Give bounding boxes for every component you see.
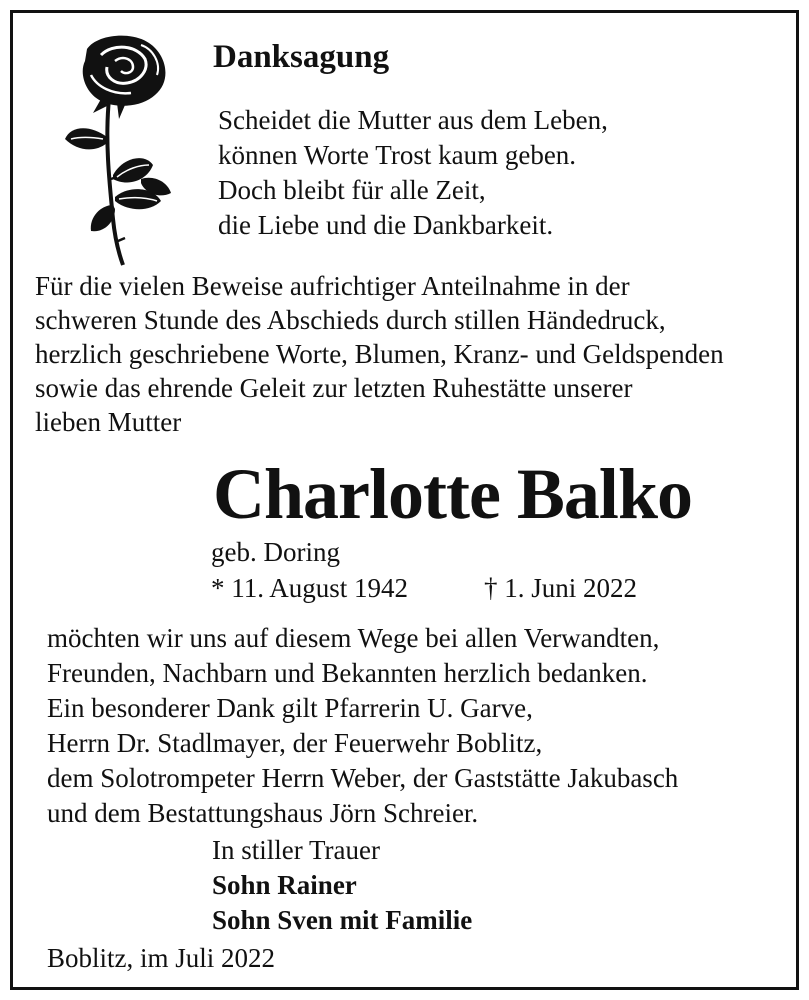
thanks-paragraph (47, 621, 678, 831)
signatory: Sohn Rainer (212, 870, 357, 900)
death-date: † 1. Juni 2022 (484, 573, 638, 603)
poem-line: Scheidet die Mutter aus dem Leben, (218, 105, 608, 135)
heading-danksagung: Danksagung (213, 39, 390, 75)
deceased-name: Charlotte Balko (213, 454, 692, 534)
intro-paragraph (35, 269, 724, 439)
intro-line: Für die vielen Beweise aufrichtiger Anteilnahme in der (35, 271, 630, 301)
thanks-line: Herrn Dr. Stadlmayer, der Feuerwehr Boblitz, (47, 728, 543, 758)
intro-line: lieben Mutter (35, 407, 182, 437)
thanks-line: dem Solotrompeter Herrn Weber, der Gaststätte Jakubasch (47, 763, 679, 793)
poem (218, 103, 608, 243)
signatory: Sohn Sven mit Familie (212, 905, 473, 935)
place-date: Boblitz, im Juli 2022 (47, 943, 276, 973)
poem-line: die Liebe und die Dankbarkeit. (218, 210, 554, 240)
mourning-heading: In stiller Trauer (212, 835, 380, 865)
thanks-line: möchten wir uns auf diesem Wege bei allen Verwandten, (47, 623, 660, 653)
intro-line: herzlich geschriebene Worte, Blumen, Kranz- und Geldspenden (35, 339, 724, 369)
intro-line: sowie das ehrende Geleit zur letzten Ruhestätte unserer (35, 373, 633, 403)
thanks-line: und dem Bestattungshaus Jörn Schreier. (47, 798, 479, 828)
birth-date: * 11. August 1942 (211, 573, 409, 603)
rose-icon (57, 29, 182, 269)
intro-line: schweren Stunde des Abschieds durch stillen Händedruck, (35, 305, 666, 335)
mourning-block (212, 833, 472, 938)
obituary-notice (10, 10, 799, 990)
birth-name: geb. Doring (211, 537, 340, 567)
thanks-line: Ein besonderer Dank gilt Pfarrerin U. Garve, (47, 693, 533, 723)
thanks-line: Freunden, Nachbarn und Bekannten herzlich bedanken. (47, 658, 648, 688)
poem-line: Doch bleibt für alle Zeit, (218, 175, 486, 205)
poem-line: können Worte Trost kaum geben. (218, 140, 577, 170)
